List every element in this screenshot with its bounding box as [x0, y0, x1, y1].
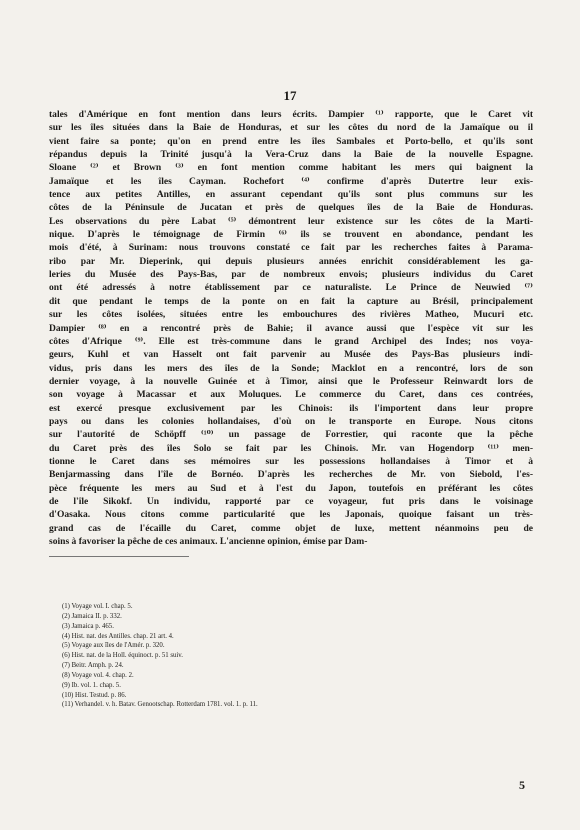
body-line: répandus depuis la Trinité jusqu'à la Vera-Cruz dans la Baie de la nouvelle Espagne.	[49, 149, 533, 161]
footnotes	[62, 602, 522, 710]
body-line: pèce fréquente les mers au Sud et à l'est du Japon, toutefois en préférant les côtes	[49, 482, 533, 494]
footnote: (7) Beitr. Amph. p. 24.	[62, 662, 124, 670]
body-line: soins à favoriser la pêche de ces animaux. L'ancienne opinion, émise par Dam-	[49, 536, 368, 547]
body-line: ont été adressés à notre établissement par ce naturaliste. Le Prince de Neuwied ⁽⁷⁾	[49, 282, 533, 294]
body-line: d'Oasaka. Nous citons comme particularité que les Japonais, quoique faisant un très-	[49, 509, 533, 521]
body-line: dit que pendant le temps de la ponte on en fait la capture au Brésil, principalement	[49, 295, 533, 307]
body-line: sur l'autorité de Schöpff ⁽¹⁰⁾ un passage de Forrestier, qui raconte que la pêche	[49, 429, 533, 441]
footnote: (11) Verhandel. v. h. Batav. Genootschap. Rotterdam 1781. vol. 1. p. 11.	[62, 701, 258, 709]
body-line: son voyage à Macassar et aux Moluques. Le commerce du Caret, dans ces contrées,	[49, 389, 533, 401]
footnote: (5) Voyage aux îles de l'Amér. p. 320.	[62, 642, 165, 650]
footnote: (4) Hist. nat. des Antilles. chap. 21 art. 4.	[62, 632, 174, 640]
body-line: dernier voyage, à la nouvelle Guinée et à Timor, ainsi que le Professeur Reinwardt lors de	[49, 375, 533, 387]
body-line: tence aux petites Antilles, en assurant cependant qu'ils sont plus communs sur les	[49, 189, 533, 201]
body-line: geurs, Kuhl et van Hasselt ont fait parvenir au Musée des Pays-Bas plusieurs indi-	[49, 349, 533, 361]
body-line: sur les côtes isolées, situées entre les embouchures des rivières Matheo, Mucuri etc.	[49, 309, 533, 321]
body-line: nique. D'après le témoignage de Firmin ⁽⁶⁾ ils se trouvent en abondance, pendant les	[49, 229, 533, 241]
footnote: (6) Hist. nat. de la Holl. équinoct. p. 51 suiv.	[62, 652, 183, 660]
body-line: est exercé presque exclusivement par les Chinois: ils l'importent dans leur propre	[49, 402, 533, 414]
body-line: Dampier ⁽⁸⁾ en a rencontré près de Bahie; il avance aussi que l'espèce vit sur les	[49, 322, 533, 334]
footnote: (2) Jamaica II. p. 332.	[62, 612, 122, 620]
body-line: grand cas de l'écaille du Caret, comme objet de luxe, mettent néanmoins peu de	[49, 522, 533, 534]
body-line: mois d'été, à Surinam: nous trouvons constaté ce fait par les recherches faites à Parama-	[49, 242, 533, 254]
footnote: (9) Ib. vol. 1. chap. 5.	[62, 681, 121, 689]
footnote: (3) Jamaica p. 465.	[62, 622, 114, 630]
page-number: 17	[283, 88, 297, 103]
body-line: pays ou dans les colonies hollandaises, d'où on le transporte en Europe. Nous citons	[49, 415, 533, 427]
body-line: ribo par Mr. Dieperink, qui depuis plusieurs années enrichit considérablement les ga-	[49, 255, 533, 267]
body-line: vient faire sa ponte; qu'on en prend entre les îles Sambales et Porto-bello, et qu'ils sont	[49, 135, 533, 147]
body-line: tionne le Caret dans ses mémoires sur les possessions hollandaises à Timor et à	[49, 455, 533, 467]
signature-mark: 5	[519, 778, 525, 792]
body-line: leries du Musée des Pays-Bas, par de nombreux envois; plusieurs individus du Caret	[49, 269, 533, 281]
footnote: (1) Voyage vol. I. chap. 5.	[62, 603, 133, 610]
body-line: tales d'Amérique en font mention dans leurs écrits. Dampier ⁽¹⁾ rapporte, que le Caret vit	[49, 109, 533, 120]
body-line: côtes d'Afrique ⁽⁹⁾. Elle est très-commune dans le grand Archipel des Indes; nos voya-	[49, 335, 533, 347]
body-line: Jamaïque et les îles Cayman. Rochefort ⁽⁴⁾ confirme d'après Dutertre leur exis-	[49, 175, 533, 187]
body-text	[49, 108, 533, 548]
body-line: Sloane ⁽²⁾ et Brown ⁽³⁾ en font mention comme habitant les mers qui baignent la	[49, 162, 533, 174]
body-line: Les observations du père Labat ⁽⁵⁾ démontrent leur existence sur les côtes de la Marti-	[49, 215, 533, 227]
body-line: vidus, pris dans les mers des îles de la Sonde; Macklot en a rencontré, lors de son	[49, 362, 533, 374]
body-line: Benjarmassing dans l'île de Bornéo. D'après les recherches de Mr. von Siebold, l'es-	[49, 469, 533, 481]
footnote-separator	[49, 556, 189, 557]
body-line: côtes de la Péninsule de Jucatan et près de quelques îles de la Baie de Honduras.	[49, 202, 533, 214]
body-line: de l'île Sikokf. Un individu, rapporté par ce voyageur, fut pris dans le voisinage	[49, 495, 533, 507]
body-line: du Caret près des îles Solo se fait par les Chinois. Mr. van Hogendorp ⁽¹¹⁾ men-	[49, 442, 533, 454]
footnote: (8) Voyage vol. 4. chap. 2.	[62, 671, 134, 679]
footnote: (10) Hist. Testud. p. 86.	[62, 691, 127, 699]
body-line: sur les îles situées dans la Baie de Honduras, et sur les côtes du nord de la Jamaïque ou il	[49, 122, 533, 134]
